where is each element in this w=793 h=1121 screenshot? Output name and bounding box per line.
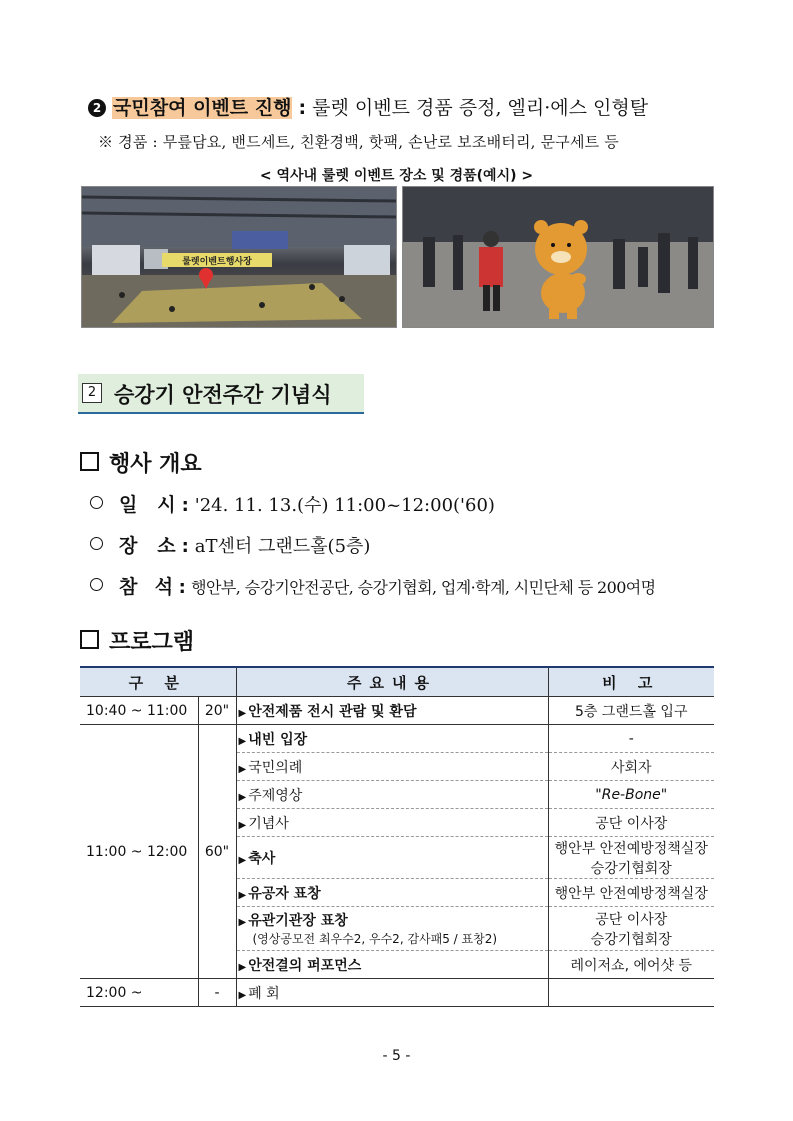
triangle-bullet-icon: ▶ <box>238 707 247 719</box>
table-header-row <box>80 667 714 697</box>
circle-bullet-icon <box>90 537 103 550</box>
circle-bullet-icon <box>90 578 103 591</box>
mascot-photo <box>402 186 714 328</box>
table-row: 12:00 ~ - ▶ 폐 회 <box>80 979 714 1007</box>
triangle-bullet-icon: ▶ <box>238 889 247 901</box>
event-line: 2 국민참여 이벤트 진행 : 룰렛 이벤트 경품 증정, 엘리·에스 인형탈 <box>88 93 648 120</box>
triangle-bullet-icon: ▶ <box>238 961 247 973</box>
section-number: 2 <box>82 383 102 403</box>
page-number: - 5 - <box>382 1048 411 1064</box>
number-badge: 2 <box>88 99 106 117</box>
detail-place: 장 소 : aT센터 그랜드홀(5층) <box>90 531 370 558</box>
event-desc: 룰렛 이벤트 경품 증정, 엘리·에스 인형탈 <box>312 97 649 119</box>
triangle-bullet-icon: ▶ <box>238 854 247 866</box>
section-title: 승강기 안전주간 기념식 <box>114 383 332 407</box>
square-bullet-icon <box>80 452 99 471</box>
header-note: 비 고 <box>548 667 714 697</box>
detail-date: 일 시 : '24. 11. 13.(수) 11:00~12:00('60) <box>90 490 495 517</box>
header-category: 구 분 <box>80 667 236 697</box>
table-row: ▶ 안전결의 퍼포먼스 레이저쇼, 에어샷 등 <box>80 951 714 979</box>
triangle-bullet-icon: ▶ <box>238 989 247 1001</box>
station-concourse-photo <box>81 186 397 328</box>
table-row: ▶ 유관기관장 표창 (영상공모전 최우수2, 우수2, 감사패5 / 표창2) 공단 이사장 승강기협회장 <box>80 907 714 951</box>
table-row: ▶ 기념사 공단 이사장 <box>80 809 714 837</box>
event-title: 국민참여 이벤트 진행 <box>113 97 292 119</box>
triangle-bullet-icon: ▶ <box>238 819 247 831</box>
triangle-bullet-icon: ▶ <box>238 763 247 775</box>
prize-note: ※ 경품 : 무릎담요, 밴드세트, 친환경백, 핫팩, 손난로 보조배터리, 문구세트 등 <box>98 133 619 151</box>
triangle-bullet-icon: ▶ <box>238 917 247 928</box>
header-content: 주요내용 <box>236 667 548 697</box>
table-row: 10:40 ~ 11:00 20" ▶ 안전제품 전시 관람 및 환담 5층 그랜드홀 입구 <box>80 697 714 725</box>
triangle-bullet-icon: ▶ <box>238 735 247 747</box>
table-row: ▶ 유공자 표창 행안부 안전예방정책실장 <box>80 879 714 907</box>
triangle-bullet-icon: ▶ <box>238 791 247 803</box>
photo-caption: < 역사내 룰렛 이벤트 장소 및 경품(예시) > <box>259 168 534 184</box>
section-heading <box>78 374 364 414</box>
detail-attendees: 참 석 : 행안부, 승강기안전공단, 승강기협회, 업계·학계, 시민단체 등 200여명 <box>90 572 656 599</box>
program-table <box>80 666 714 1007</box>
overview-heading: 행사 개요 <box>80 447 202 478</box>
table-row: ▶ 국민의례 사회자 <box>80 753 714 781</box>
square-bullet-icon <box>80 630 99 649</box>
table-row: ▶ 축사 행안부 안전예방정책실장 승강기협회장 <box>80 837 714 879</box>
program-heading: 프로그램 <box>80 625 194 656</box>
table-row: ▶ 주제영상 "Re-Bone" <box>80 781 714 809</box>
event-sign: 룰렛이벤트행사장 <box>182 257 252 267</box>
circle-bullet-icon <box>90 496 103 509</box>
table-row: 11:00 ~ 12:00 60" ▶ 내빈 입장 - <box>80 725 714 753</box>
